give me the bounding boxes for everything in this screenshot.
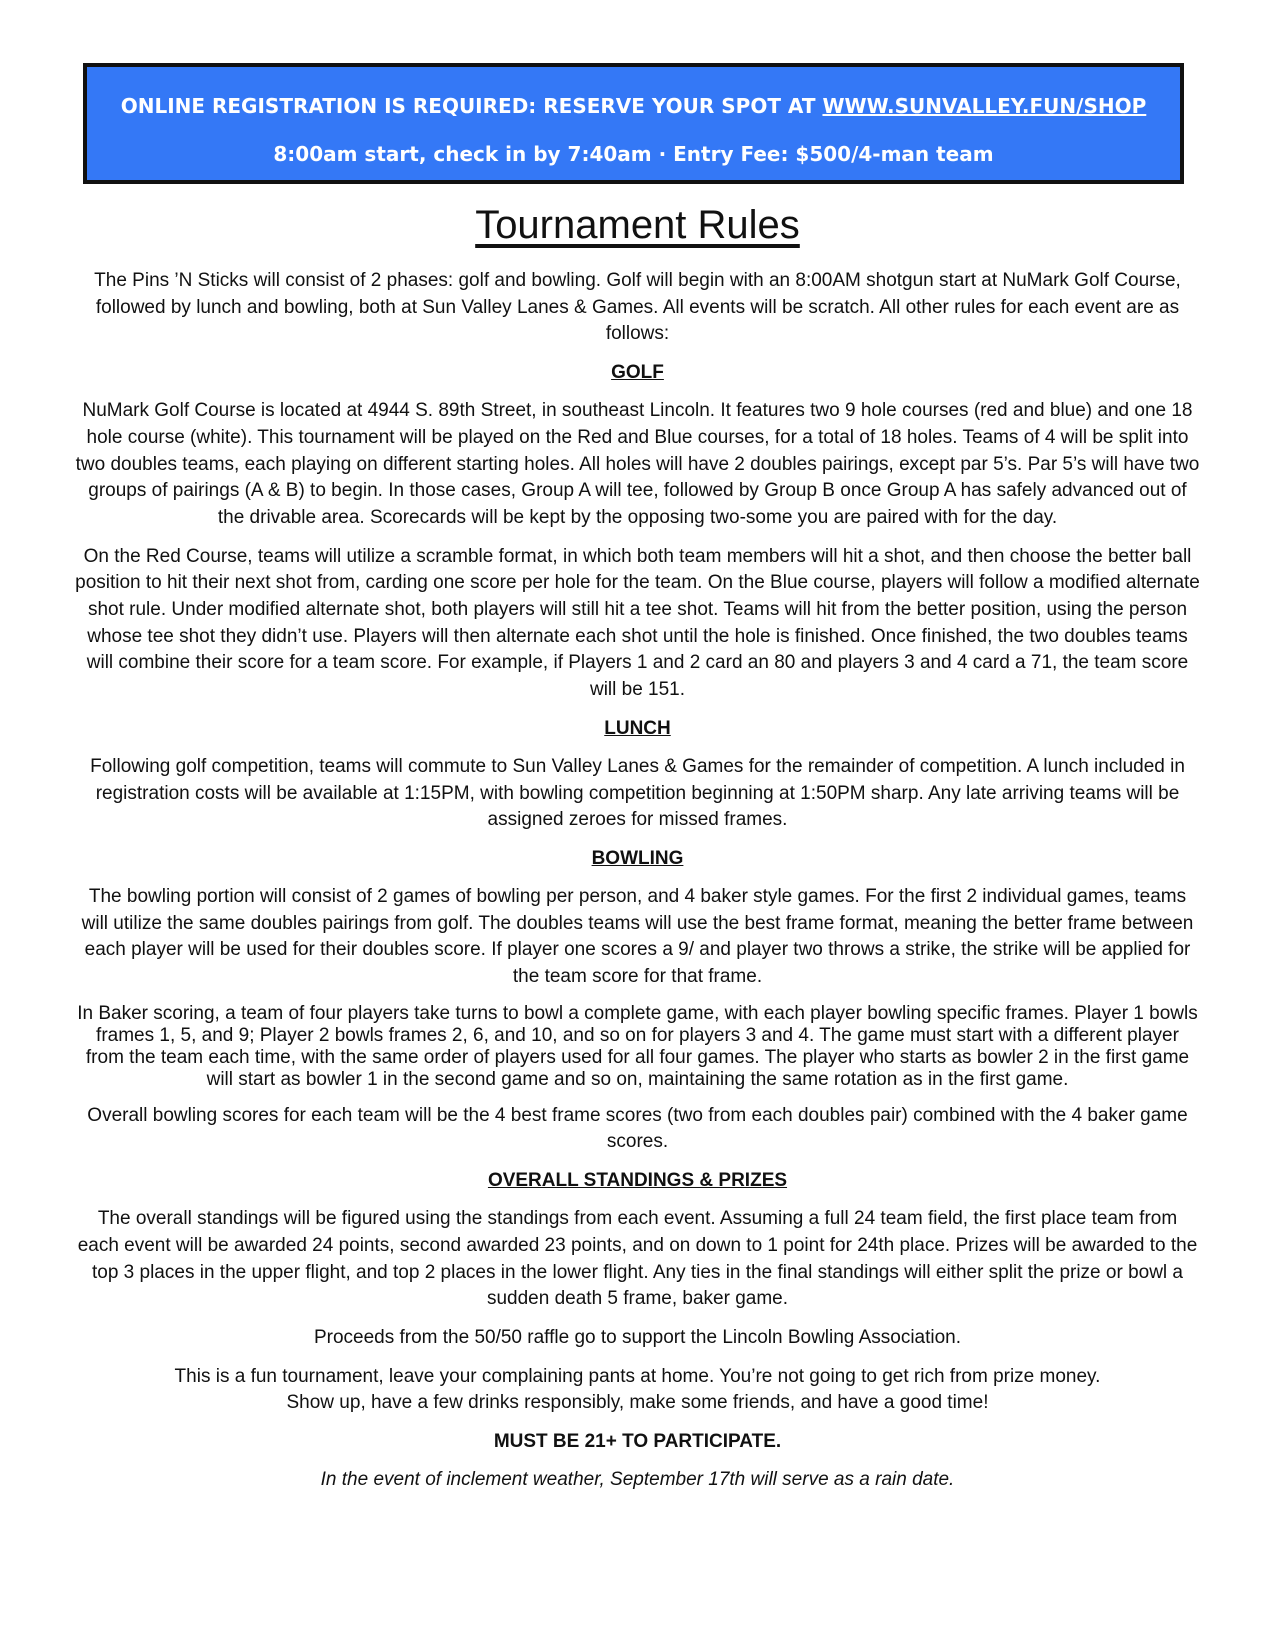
baker-scoring-paragraph: In Baker scoring, a team of four players take turns to bowl a complete game, with each player bowling specific frames. Player 1 bowls frames 1, 5, and 9; Player 2 bowls frames 2, 6, and 10, and so on for players 3 and 4. The game must start with a different player from the team each time, with the same order of players used for all four games. The player who starts as bowler 2 in the first game will start as bowler 1 in the second game and so on, maintaining the same rotation as in the first game. bbox=[77, 1002, 1198, 1090]
raffle-paragraph: Proceeds from the 50/50 raffle go to support the Lincoln Bowling Association. bbox=[313, 1326, 962, 1348]
registration-banner bbox=[83, 63, 1184, 184]
bowling-heading: BOWLING bbox=[591, 847, 684, 869]
standings-heading: OVERALL STANDINGS & PRIZES bbox=[487, 1170, 788, 1192]
fun-paragraph bbox=[75, 1364, 1200, 1417]
golf-paragraph-1: NuMark Golf Course is located at 4944 S. 89th Street, in southeast Lincoln. It features two 9 hole courses (red and blue) and one 18 hole course (white). This tournament will be played on the Red and Blue courses, for a total of 18 holes. Teams of 4 will be split into two doubles teams, each playing on different starting holes. All holes will have 2 doubles pairings, except par 5’s. Par 5’s will have two groups of pairings (A & B) to begin. In those cases, Group A will tee, followed by Group B once Group A has safely advanced out of the drivable area. Scorecards will be kept by the opposing two-some you are paired with for the day. bbox=[75, 400, 1200, 528]
fun-line-2: Show up, have a few drinks responsibly, make some friends, and have a good time! bbox=[286, 1392, 989, 1414]
golf-heading: GOLF bbox=[611, 362, 664, 384]
standings-paragraph: The overall standings will be figured using the standings from each event. Assuming a full 24 team field, the first place team from each event will be awarded 24 points, second awarded 23 points, and on down to 1 point for 24th place. Prizes will be awarded to the top 3 places in the upper flight, and top 2 places in the lower flight. Any ties in the final standings will either split the prize or bowl a sudden death 5 frame, baker game. bbox=[77, 1208, 1198, 1310]
start-info: 8:00am start, check in by 7:40am · Entry Fee: $500/4-man team bbox=[273, 142, 994, 166]
bowling-paragraph-1: The bowling portion will consist of 2 games of bowling per person, and 4 baker style games. For the first 2 individual games, teams will utilize the same doubles pairings from golf. The doubles teams will use the best frame format, meaning the better frame between each player will be used for their doubles score. If player one scores a 9/ and player two throws a strike, the strike will be applied for the team score for that frame. bbox=[81, 885, 1194, 988]
golf-paragraph-2: On the Red Course, teams will utilize a scramble format, in which both team members will hit a shot, and then choose the better ball position to hit their next shot from, carding one score per hole for the team. On the Blue course, players will follow a modified alternate shot rule. Under modified alternate shot, both players will still hit a tee shot. Teams will hit from the better position, using the person whose tee shot they didn’t use. Players will then alternate each shot until the hole is finished. Once finished, the two doubles teams will combine their score for a team score. For example, if Players 1 and 2 card an 80 and players 3 and 4 card a 71, the team score will be 151. bbox=[75, 545, 1200, 701]
rain-date-note: In the event of inclement weather, September 17th will serve as a rain date. bbox=[320, 1469, 955, 1491]
lunch-heading: LUNCH bbox=[604, 717, 671, 739]
rules-body bbox=[75, 268, 1200, 1493]
intro-paragraph: The Pins ’N Sticks will consist of 2 phases: golf and bowling. Golf will begin with an 8:00AM shotgun start at NuMark Golf Course, followed by lunch and bowling, both at Sun Valley Lanes & Games. All events will be scratch. All other rules for each event are as follows: bbox=[94, 270, 1181, 345]
registration-link[interactable]: WWW.SUNVALLEY.FUN/SHOP bbox=[822, 94, 1147, 118]
lunch-paragraph: Following golf competition, teams will commute to Sun Valley Lanes & Games for the remainder of competition. A lunch included in registration costs will be available at 1:15PM, with bowling competition beginning at 1:50PM sharp. Any late arriving teams will be assigned zeroes for missed frames. bbox=[90, 755, 1185, 831]
page-title: Tournament Rules bbox=[475, 203, 800, 247]
registration-line bbox=[87, 94, 1180, 118]
registration-text: ONLINE REGISTRATION IS REQUIRED: RESERVE YOUR SPOT AT bbox=[120, 94, 823, 118]
age-requirement: MUST BE 21+ TO PARTICIPATE. bbox=[493, 1431, 782, 1453]
bowling-paragraph-3: Overall bowling scores for each team will be the 4 best frame scores (two from each doubles pair) combined with the 4 baker game scores. bbox=[87, 1104, 1188, 1153]
fun-line-1: This is a fun tournament, leave your complaining pants at home. You’re not going to get rich from prize money. bbox=[174, 1365, 1101, 1387]
